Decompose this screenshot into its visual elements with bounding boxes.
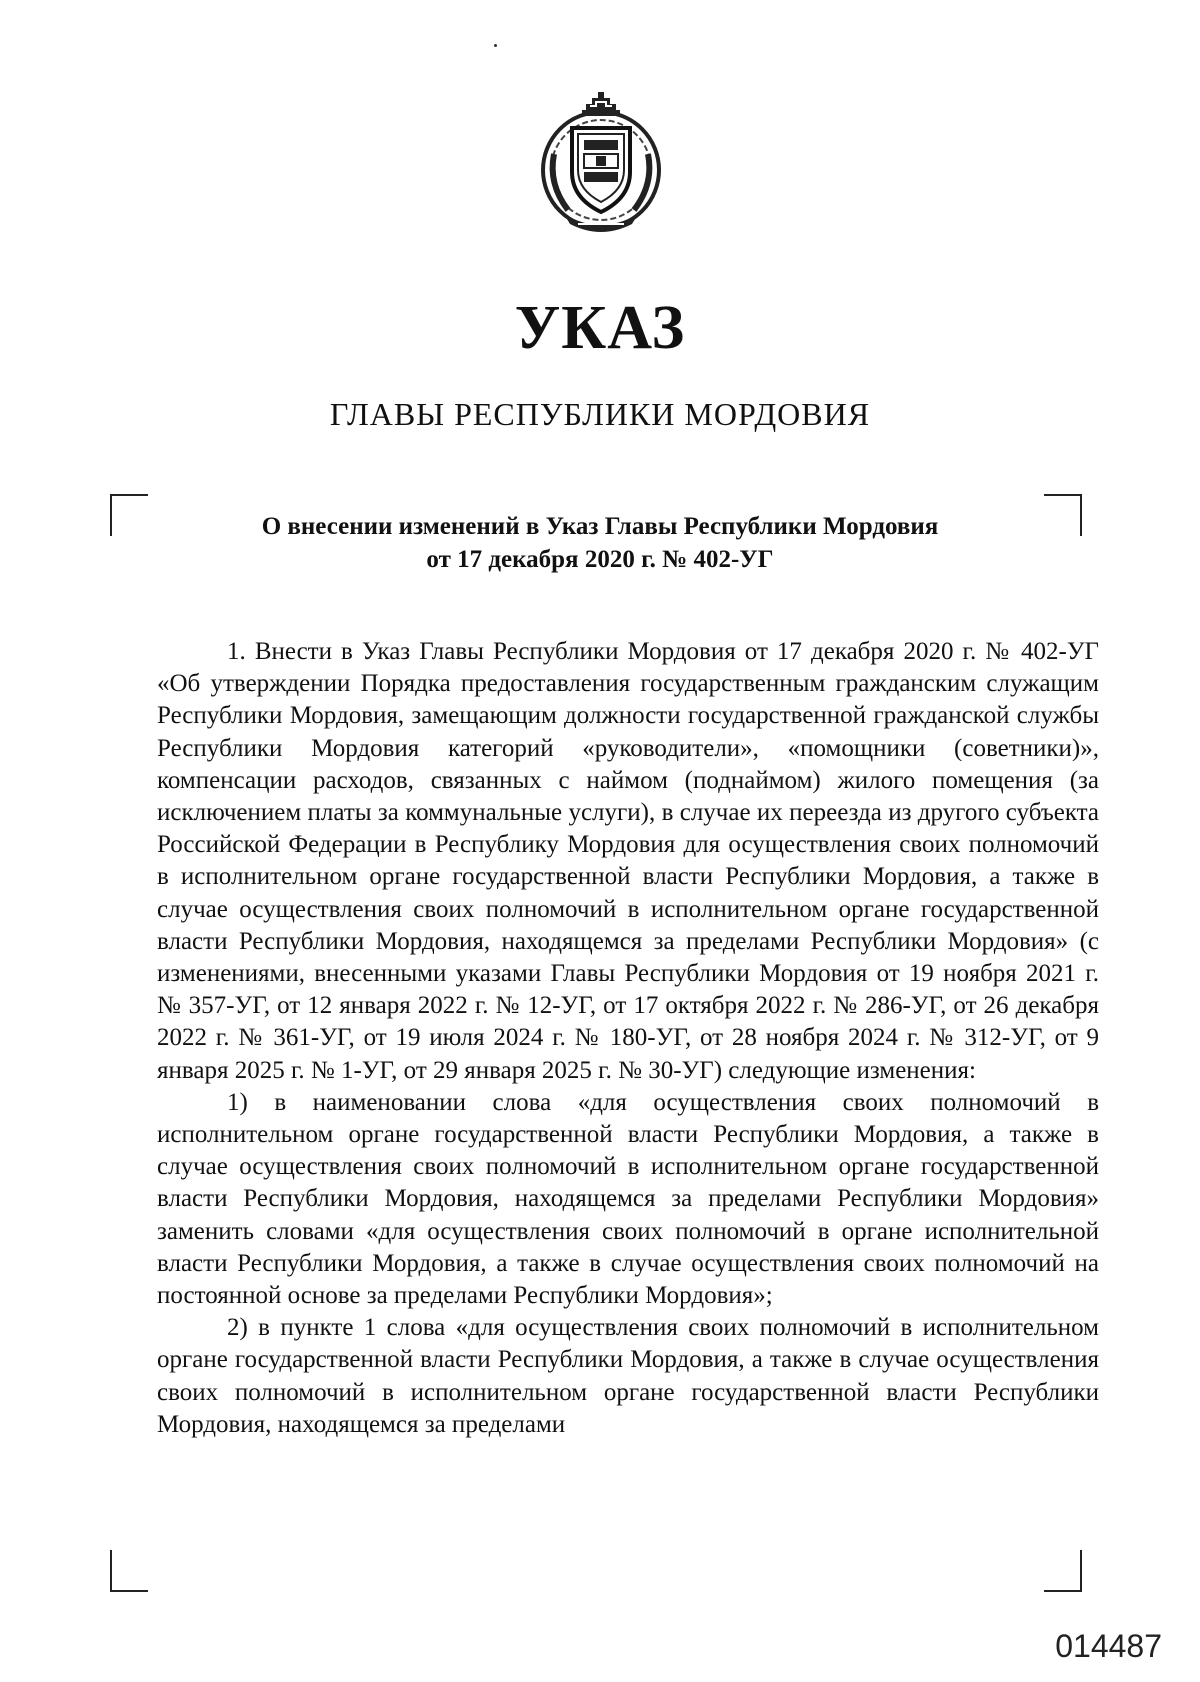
document-subtitle: ГЛАВЫ РЕСПУБЛИКИ МОРДОВИЯ [329,396,871,432]
heading-corner-top-right [1044,494,1082,536]
paragraph-1: 1. Внести в Указ Главы Республики Мордовия от 17 декабря 2020 г. № 402-УГ «Об утверждении Порядка предоставления государственным гражданским служащим Республики Мордовия, замещающим должности государственной гражданской службы Республики Мордовия категорий «руководители», «помощники (советники)», компенсации расходов, связанных с наймом (поднаймом) жилого помещения (за исключением платы за коммунальные услуги), в случае их переезда из другого субъекта Российской Федерации в Республику Мордовия для осуществления своих полномочий в исполнительном органе государственной власти Республики Мордовия, а также в случае осуществления своих полномочий в исполнительном органе государственной власти Республики Мордовия, находящемся за пределами Республики Мордовия» (с изменениями, внесенными указами Главы Республики Мордовия от 19 ноября 2021 г. № 357-УГ, от 12 января 2022 г. № 12-УГ, от 17 октября 2022 г. № 286-УГ, от 26 декабря 2022 г. № 361-УГ, от 19 июля 2024 г. № 180-УГ, от 28 ноября 2024 г. № 312-УГ, от 9 января 2025 г. № 1-УГ, от 29 января 2025 г. № 30-УГ) следующие изменения: [157,638,1099,1084]
heading-line-1: О внесении изменений в Указ Главы Республики Мордовия [261,513,939,540]
heading-line-2: от 17 декабря 2020 г. № 402-УГ [426,546,774,573]
document-title: УКАЗ [514,294,686,362]
document-heading [180,510,1020,576]
heading-corner-top-left [110,494,148,536]
text-corner-bottom-right [1044,1550,1082,1592]
paragraph-3: 2) в пункте 1 слова «для осуществления своих полномочий в исполнительном органе государственной власти Республики Мордовия, а также в случае осуществления своих полномочий в исполнительном органе государственной власти Республики Мордовия, находящемся за пределами [157,1314,1099,1438]
document-body [157,636,1099,1441]
scan-speck [494,44,497,47]
coat-of-arms-icon [534,84,668,234]
paragraph-2: 1) в наименовании слова «для осуществления своих полномочий в исполнительном органе государственной власти Республики Мордовия, а также в случае осуществления своих полномочий в исполнительном органе государственной власти Республики Мордовия, находящемся за пределами Республики Мордовия» заменить словами «для осуществления своих полномочий в органе исполнительной власти Республики Мордовия, а также в случае осуществления своих полномочий на постоянной основе за пределами Республики Мордовия»; [157,1088,1099,1310]
text-corner-bottom-left [110,1550,148,1592]
page-number: 014487 [1055,1628,1162,1664]
